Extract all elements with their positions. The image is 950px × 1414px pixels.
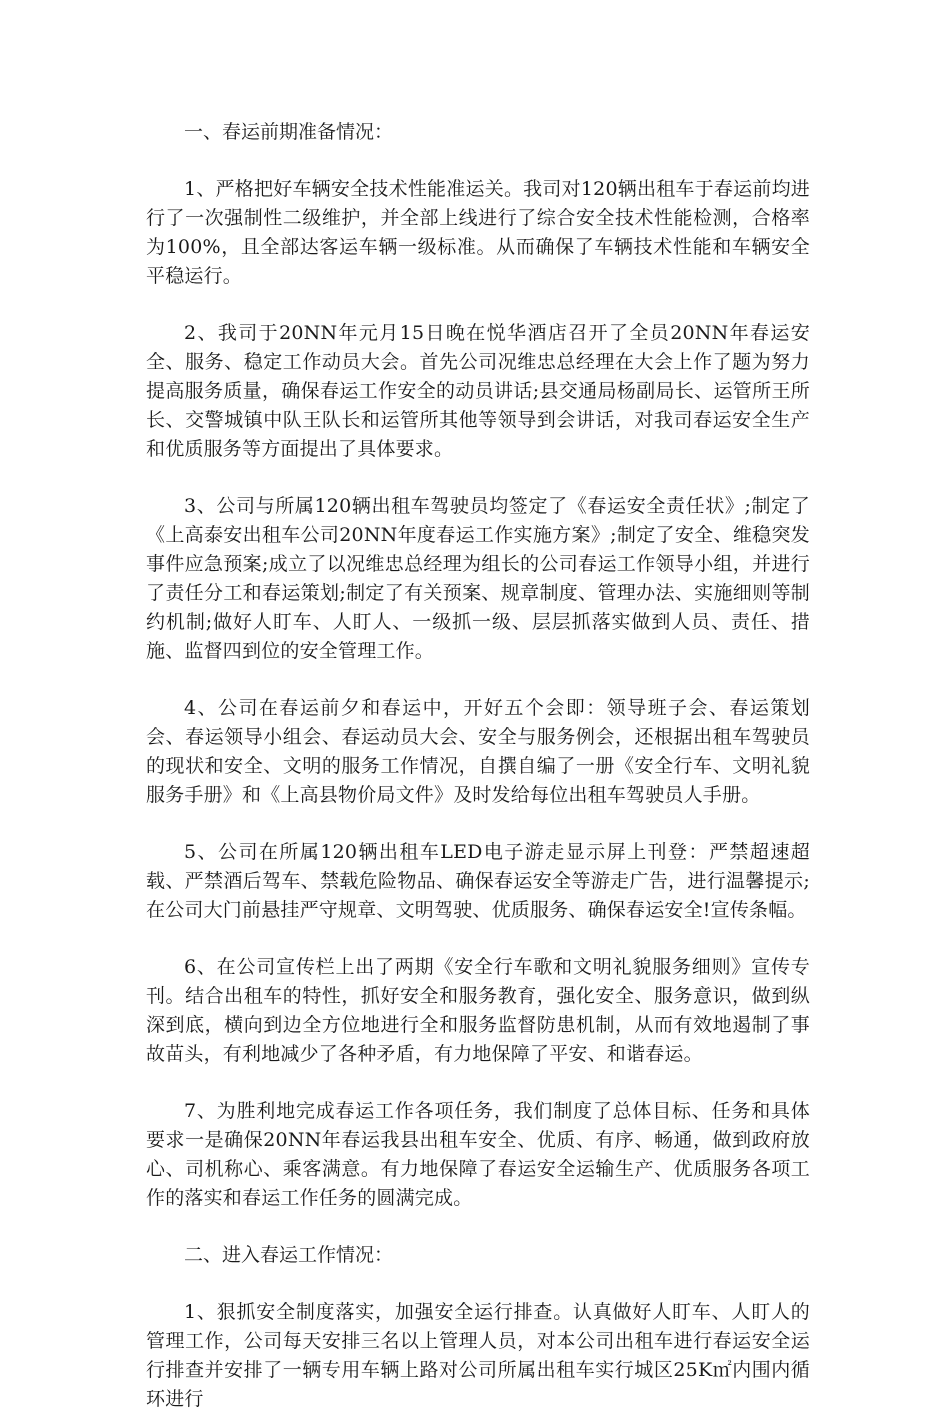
paragraph-1-6: 6、在公司宣传栏上出了两期《安全行车歌和文明礼貌服务细则》宣传专刊。结合出租车的特性，抓好安全和服务教育，强化安全、服务意识，做到纵深到底，横向到边全方位地进行全和服务监督防患机制，从而有效地遏制了事故苗头，有利地减少了各种矛盾，有力地保障了平安、和谐春运。 — [146, 956, 810, 1065]
paragraph-1-4: 4、公司在春运前夕和春运中，开好五个会即：领导班子会、春运策划会、春运领导小组会、春运动员大会、安全与服务例会，还根据出租车驾驶员的现状和安全、文明的服务工作情况，自撰自编了一册《安全行车、文明礼貌服务手册》和《上高县物价局文件》及时发给每位出租车驾驶员人手册。 — [146, 697, 810, 806]
paragraph-2-1: 1、狠抓安全制度落实，加强安全运行排查。认真做好人盯车、人盯人的管理工作，公司每天安排三名以上管理人员，对本公司出租车进行春运安全运行排查并安排了一辆专用车辆上路对公司所属出租车实行城区25K㎡内围内循环进行 — [146, 1301, 810, 1410]
paragraph-1-1: 1、严格把好车辆安全技术性能准运关。我司对120辆出租车于春运前均进行了一次强制性二级维护，并全部上线进行了综合安全技术性能检测，合格率为100%，且全部达客运车辆一级标准。从而确保了车辆技术性能和车辆安全平稳运行。 — [146, 178, 810, 287]
section-heading-1: 一、春运前期准备情况： — [184, 121, 394, 143]
document-page — [146, 118, 810, 1414]
section-heading-2: 二、进入春运工作情况： — [184, 1244, 394, 1266]
paragraph-1-3: 3、公司与所属120辆出租车驾驶员均签定了《春运安全责任状》;制定了《上高泰安出租车公司20NN年度春运工作实施方案》;制定了安全、维稳突发事件应急预案;成立了以况维忠总经理为组长的公司春运工作领导小组，并进行了责任分工和春运策划;制定了有关预案、规章制度、管理办法、实施细则等制约机制;做好人盯车、人盯人、一级抓一级、层层抓落实做到人员、责任、措施、监督四到位的安全管理工作。 — [146, 495, 810, 662]
paragraph-1-2: 2、我司于20NN年元月15日晚在悦华酒店召开了全员20NN年春运安全、服务、稳定工作动员大会。首先公司况维忠总经理在大会上作了题为努力提高服务质量，确保春运工作安全的动员讲话;县交通局杨副局长、运管所王所长、交警城镇中队王队长和运管所其他等领导到会讲话，对我司春运安全生产和优质服务等方面提出了具体要求。 — [146, 322, 810, 460]
paragraph-1-5: 5、公司在所属120辆出租车LED电子游走显示屏上刊登：严禁超速超载、严禁酒后驾车、禁载危险物品、确保春运安全等游走广告，进行温馨提示;在公司大门前悬挂严守规章、文明驾驶、优质服务、确保春运安全!宣传条幅。 — [146, 841, 810, 921]
paragraph-1-7: 7、为胜利地完成春运工作各项任务，我们制度了总体目标、任务和具体要求一是确保20NN年春运我县出租车安全、优质、有序、畅通，做到政府放心、司机称心、乘客满意。有力地保障了春运安全运输生产、优质服务各项工作的落实和春运工作任务的圆满完成。 — [146, 1100, 810, 1209]
